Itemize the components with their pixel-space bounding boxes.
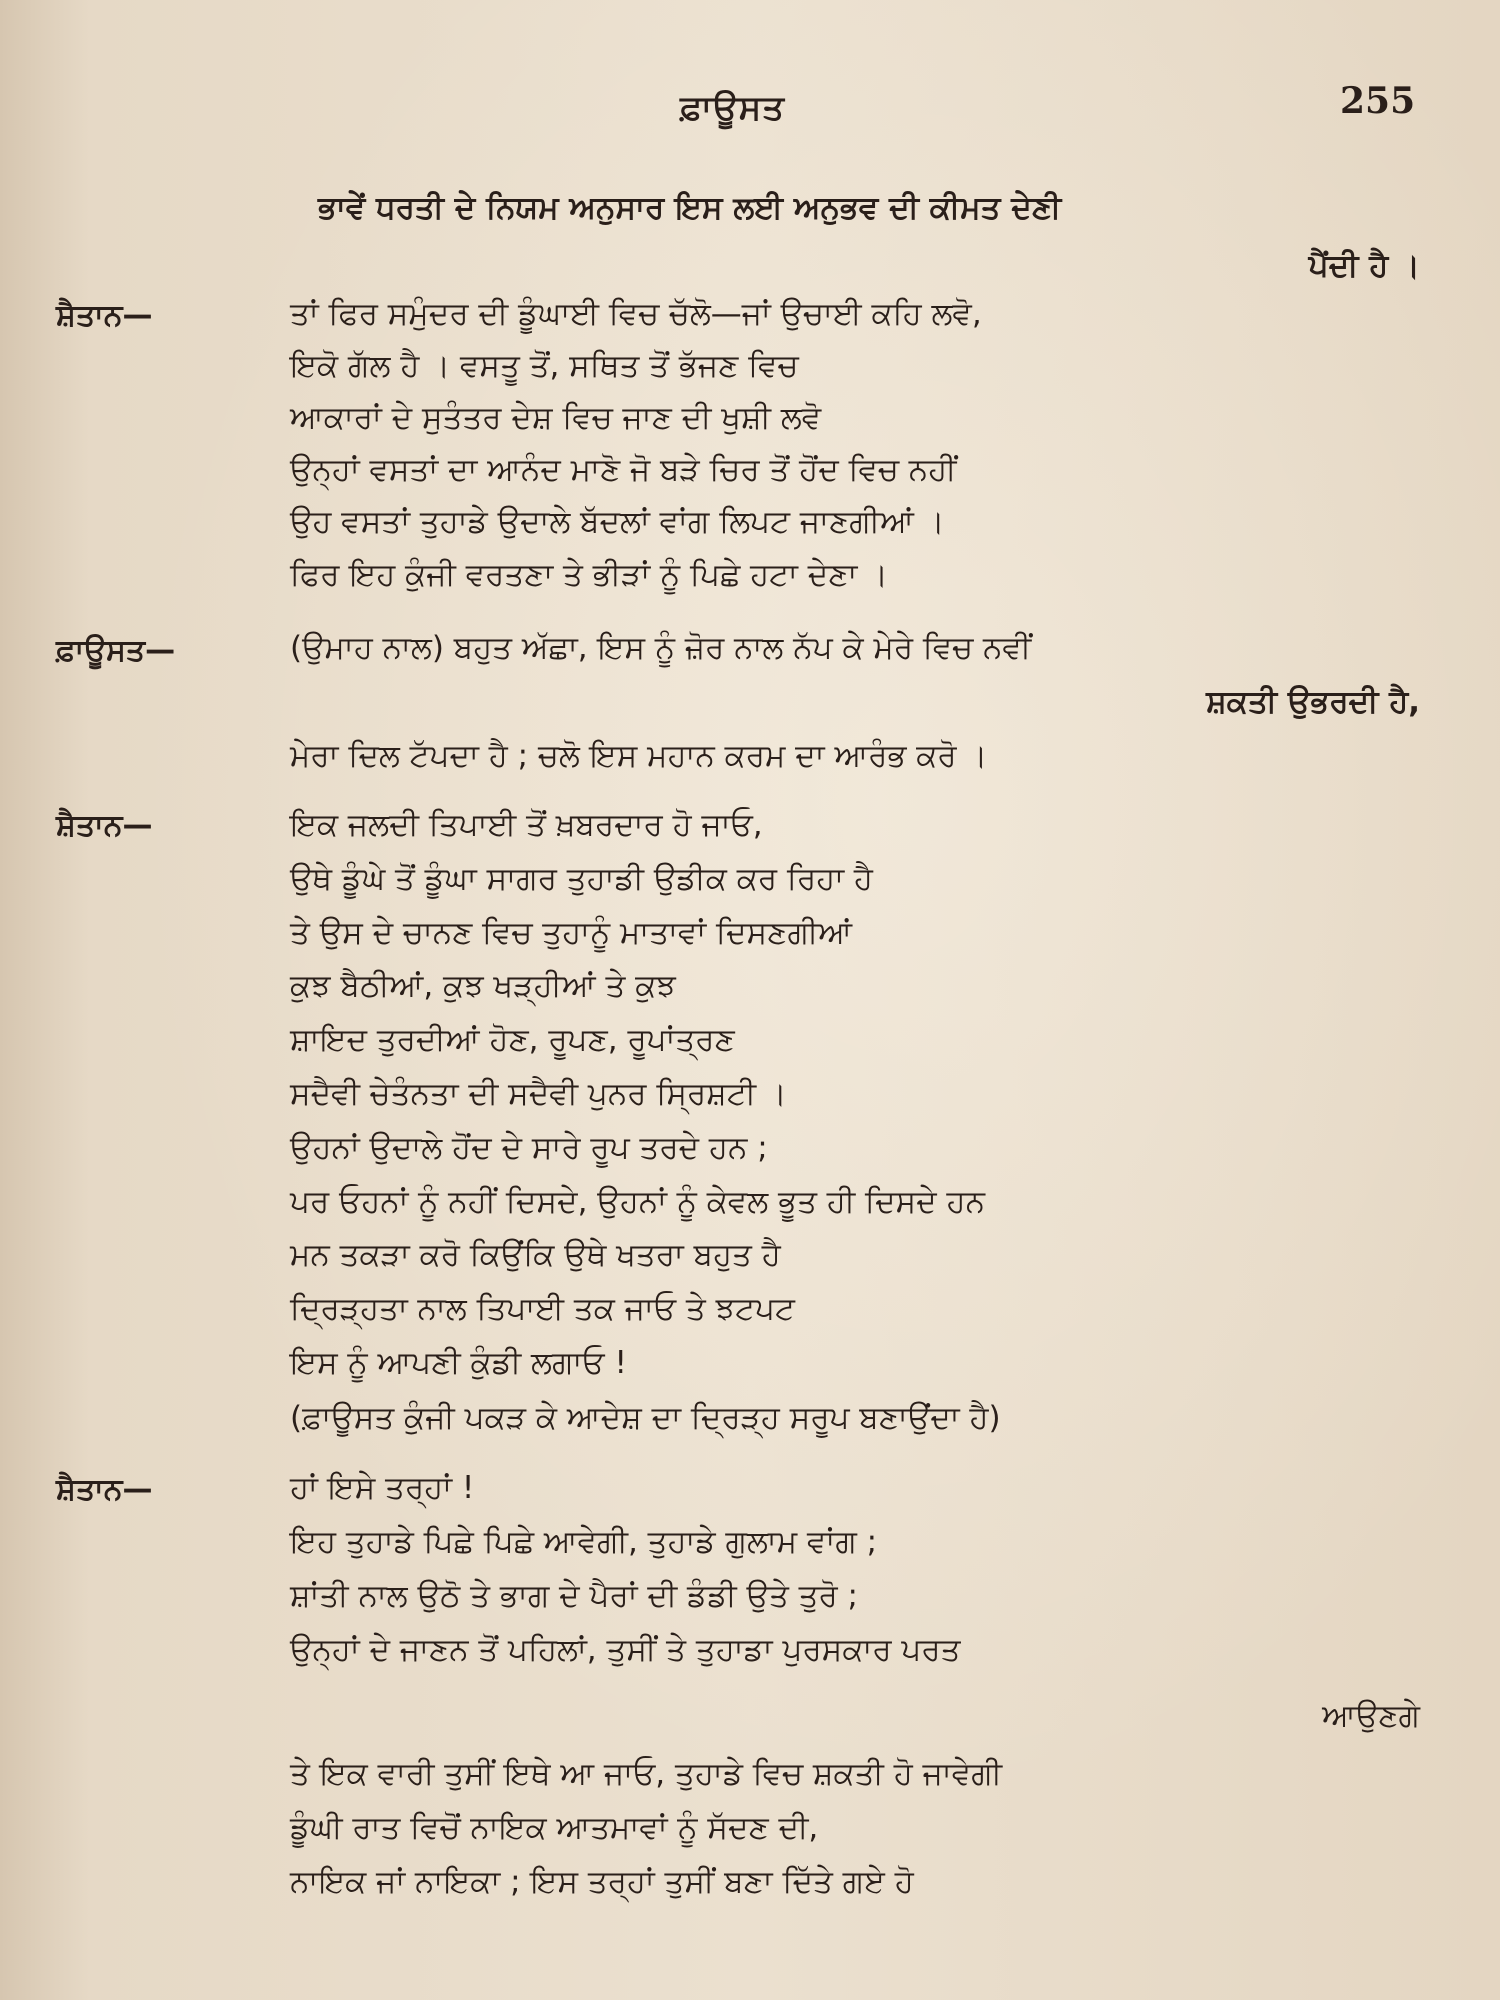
speaker-label: ਸ਼ੈਤਾਨ— [56, 808, 153, 843]
text-line: ਫਿਰ ਇਹ ਕੁੰਜੀ ਵਰਤਣਾ ਤੇ ਭੀੜਾਂ ਨੂੰ ਪਿਛੇ ਹਟਾ ਦੇਣਾ । [290, 557, 889, 593]
text-line: ਤੇ ਉਸ ਦੇ ਚਾਨਣ ਵਿਚ ਤੁਹਾਨੂੰ ਮਾਤਾਵਾਂ ਦਿਸਣਗੀਆਂ [290, 915, 853, 951]
text-line: ਉਹਨਾਂ ਉਦਾਲੇ ਹੋਂਦ ਦੇ ਸਾਰੇ ਰੂਪ ਤਰਦੇ ਹਨ ; [290, 1130, 768, 1166]
text-line: ਮੇਰਾ ਦਿਲ ਟੱਪਦਾ ਹੈ ; ਚਲੋ ਇਸ ਮਹਾਨ ਕਰਮ ਦਾ ਆਰੰਭ ਕਰੋ । [290, 738, 988, 774]
text-line: ਇਹ ਤੁਹਾਡੇ ਪਿਛੇ ਪਿਛੇ ਆਵੇਗੀ, ਤੁਹਾਡੇ ਗੁਲਾਮ ਵਾਂਗ ; [290, 1524, 878, 1560]
text-line: ਉਨ੍ਹਾਂ ਵਸਤਾਂ ਦਾ ਆਨੰਦ ਮਾਣੋ ਜੋ ਬੜੇ ਚਿਰ ਤੋਂ ਹੋਂਦ ਵਿਚ ਨਹੀਂ [290, 452, 957, 488]
text-line: ਤਾਂ ਫਿਰ ਸਮੁੰਦਰ ਦੀ ਡੂੰਘਾਈ ਵਿਚ ਚੱਲੋ—ਜਾਂ ਉਚਾਈ ਕਹਿ ਲਵੋ, [290, 296, 982, 332]
speaker-label: ਸ਼ੈਤਾਨ— [56, 1472, 153, 1507]
text-line: ਭਾਵੇਂ ਧਰਤੀ ਦੇ ਨਿਯਮ ਅਨੁਸਾਰ ਇਸ ਲਈ ਅਨੁਭਵ ਦੀ ਕੀਮਤ ਦੇਣੀ [318, 190, 1062, 226]
text-line: ਪੈਂਦੀ ਹੈ । [1308, 248, 1420, 284]
speaker-label: ਸ਼ੈਤਾਨ— [56, 298, 153, 333]
text-line: ਇਕ ਜਲਦੀ ਤਿਪਾਈ ਤੋਂ ਖ਼ਬਰਦਾਰ ਹੋ ਜਾਓ, [290, 807, 763, 843]
text-line: ਸ਼ਾਇਦ ਤੁਰਦੀਆਂ ਹੋਣ, ਰੂਪਣ, ਰੂਪਾਂਤ੍ਰਣ [290, 1022, 735, 1058]
speaker-label: ਫ਼ਾਊਸਤ— [56, 633, 176, 668]
text-line: ਆਉਣਗੇ [1322, 1698, 1420, 1734]
text-line: ਸਦੈਵੀ ਚੇਤੰਨਤਾ ਦੀ ਸਦੈਵੀ ਪੁਨਰ ਸ੍ਰਿਸ਼ਟੀ । [290, 1076, 787, 1112]
text-line: ਦ੍ਰਿੜ੍ਹਤਾ ਨਾਲ ਤਿਪਾਈ ਤਕ ਜਾਓ ਤੇ ਝਟਪਟ [290, 1291, 795, 1327]
running-header-title: ਫ਼ਾਊਸਤ [680, 88, 786, 128]
text-line: ਮਨ ਤਕੜਾ ਕਰੋ ਕਿਉਂਕਿ ਉਥੇ ਖਤਰਾ ਬਹੁਤ ਹੈ [290, 1237, 781, 1273]
text-line: ਉਥੇ ਡੂੰਘੇ ਤੋਂ ਡੂੰਘਾ ਸਾਗਰ ਤੁਹਾਡੀ ਉਡੀਕ ਕਰ ਰਿਹਾ ਹੈ [290, 861, 873, 897]
text-line: ਉਨ੍ਹਾਂ ਦੇ ਜਾਣਨ ਤੋਂ ਪਹਿਲਾਂ, ਤੁਸੀਂ ਤੇ ਤੁਹਾਡਾ ਪੁਰਸਕਾਰ ਪਰਤ [290, 1632, 961, 1668]
text-line: ਹਾਂ ਇਸੇ ਤਰ੍ਹਾਂ ! [290, 1470, 475, 1506]
text-line: ਇਸ ਨੂੰ ਆਪਣੀ ਕੁੰਡੀ ਲਗਾਓ ! [290, 1345, 627, 1381]
text-line: ਸ਼ਾਂਤੀ ਨਾਲ ਉਠੋ ਤੇ ਭਾਗ ਦੇ ਪੈਰਾਂ ਦੀ ਡੰਡੀ ਉਤੇ ਤੁਰੋ ; [290, 1578, 858, 1614]
text-line: (ਉਮਾਹ ਨਾਲ) ਬਹੁਤ ਅੱਛਾ, ਇਸ ਨੂੰ ਜ਼ੋਰ ਨਾਲ ਨੱਪ ਕੇ ਮੇਰੇ ਵਿਚ ਨਵੀਂ [290, 630, 1032, 666]
text-line: ਨਾਇਕ ਜਾਂ ਨਾਇਕਾ ; ਇਸ ਤਰ੍ਹਾਂ ਤੁਸੀਂ ਬਣਾ ਦਿੱਤੇ ਗਏ ਹੋ [290, 1864, 914, 1900]
text-line: ਪਰ ਓਹਨਾਂ ਨੂੰ ਨਹੀਂ ਦਿਸਦੇ, ਉਹਨਾਂ ਨੂੰ ਕੇਵਲ ਭੂਤ ਹੀ ਦਿਸਦੇ ਹਨ [290, 1184, 985, 1220]
text-line: ਡੂੰਘੀ ਰਾਤ ਵਿਚੋਂ ਨਾਇਕ ਆਤਮਾਵਾਂ ਨੂੰ ਸੱਦਣ ਦੀ, [290, 1810, 819, 1846]
page-number: 255 [1340, 80, 1416, 122]
text-line: ਆਕਾਰਾਂ ਦੇ ਸੁਤੰਤਰ ਦੇਸ਼ ਵਿਚ ਜਾਣ ਦੀ ਖੁਸ਼ੀ ਲਵੋ [290, 400, 822, 436]
text-line: ਤੇ ਇਕ ਵਾਰੀ ਤੁਸੀਂ ਇਥੇ ਆ ਜਾਓ, ਤੁਹਾਡੇ ਵਿਚ ਸ਼ਕਤੀ ਹੋ ਜਾਵੇਗੀ [290, 1756, 1003, 1792]
text-line: (ਫ਼ਾਊਸਤ ਕੁੰਜੀ ਪਕੜ ਕੇ ਆਦੇਸ਼ ਦਾ ਦ੍ਰਿੜ੍ਹ ਸਰੂਪ ਬਣਾਉਂਦਾ ਹੈ) [290, 1400, 1001, 1436]
text-line: ਕੁਝ ਬੈਠੀਆਂ, ਕੁਝ ਖੜ੍ਹੀਆਂ ਤੇ ਕੁਝ [290, 968, 676, 1004]
text-line: ਉਹ ਵਸਤਾਂ ਤੁਹਾਡੇ ਉਦਾਲੇ ਬੱਦਲਾਂ ਵਾਂਗ ਲਿਪਟ ਜਾਣਗੀਆਂ । [290, 504, 945, 540]
text-line: ਸ਼ਕਤੀ ਉਭਰਦੀ ਹੈ, [1206, 684, 1420, 720]
text-line: ਇਕੋ ਗੱਲ ਹੈ । ਵਸਤੂ ਤੋਂ, ਸਥਿਤ ਤੋਂ ਭੱਜਣ ਵਿਚ [290, 348, 799, 384]
